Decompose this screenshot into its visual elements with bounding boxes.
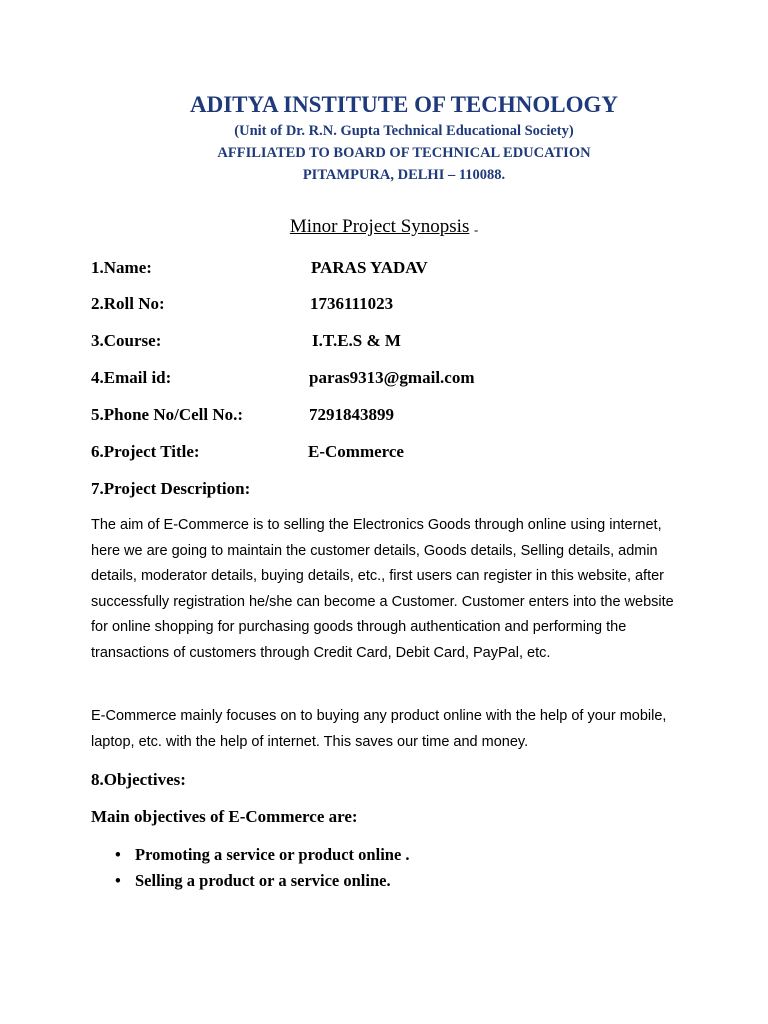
field-value: 7291843899 [309, 405, 394, 424]
description-paragraph-2: E-Commerce mainly focuses on to buying any product online with the help of your mobile, laptop, etc. with the help of internet. This saves our time and money. [91, 708, 667, 750]
title-mark: - [474, 223, 479, 237]
list-item [91, 843, 410, 869]
bullet-icon: • [115, 845, 121, 864]
objectives-intro: Main objectives of E-Commerce are: [91, 807, 358, 826]
field-name [91, 256, 428, 280]
field-email [91, 366, 475, 390]
institute-name: ADITYA INSTITUTE OF TECHNOLOGY [190, 92, 618, 117]
field-value: E-Commerce [308, 442, 404, 461]
objectives-heading: 8.Objectives: [91, 770, 186, 789]
institute-affiliation: AFFILIATED TO BOARD OF TECHNICAL EDUCATION [217, 145, 591, 161]
institute-unit: (Unit of Dr. R.N. Gupta Technical Educational Society) [234, 123, 574, 139]
synopsis-title-block [0, 216, 768, 238]
description-paragraph-1: The aim of E-Commerce is to selling the Electronics Goods through online using internet, here we are going to maintain the customer details, Goods details, Selling details, admin details, moderator details, buying details, etc., first users can register in this website, after successfully registration he/she can become a Customer. Customer enters into the website for online shopping for purchasing goods through authentication and performing the transactions of customers through Credit Card, Debit Card, PayPal, etc. [91, 517, 674, 661]
document-header [0, 90, 768, 186]
institute-address: PITAMPURA, DELHI – 110088. [302, 167, 506, 183]
field-roll-no [91, 292, 394, 316]
field-label: 1.Name: [91, 258, 152, 277]
field-label: 6.Project Title: [91, 442, 200, 461]
field-label: 2.Roll No: [91, 294, 165, 313]
field-value: I.T.E.S & M [312, 331, 401, 350]
objectives-list [91, 843, 410, 895]
field-phone [91, 403, 394, 427]
field-project-title [91, 440, 404, 464]
field-value: paras9313@gmail.com [309, 368, 475, 387]
field-value: 1736111023 [310, 294, 394, 313]
field-course [91, 329, 401, 353]
list-item [91, 869, 410, 895]
synopsis-title: Minor Project Synopsis [289, 216, 470, 237]
field-value: PARAS YADAV [311, 258, 428, 277]
list-item-text: Promoting a service or product online . [135, 845, 410, 864]
list-item-text: Selling a product or a service online. [135, 871, 391, 890]
description-heading: 7.Project Description: [91, 479, 251, 498]
bullet-icon: • [115, 871, 121, 890]
field-label: 3.Course: [91, 331, 162, 350]
field-label: 4.Email id: [91, 368, 172, 387]
field-label: 5.Phone No/Cell No.: [91, 405, 244, 424]
